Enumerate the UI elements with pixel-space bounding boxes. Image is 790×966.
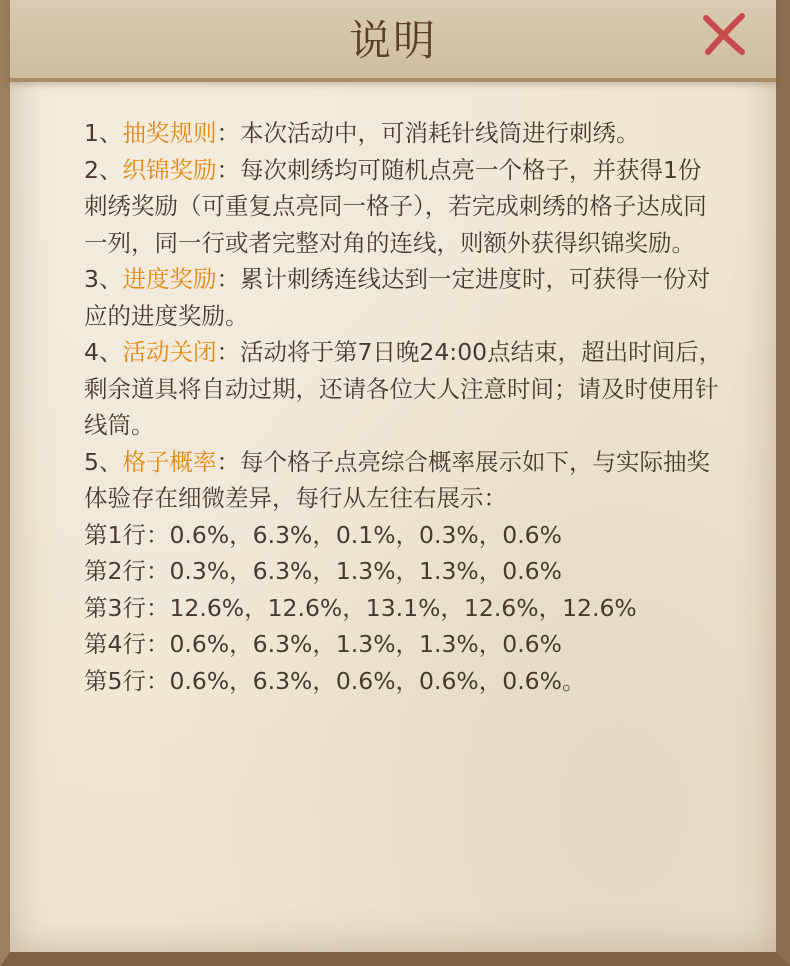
rule-number: 4、 — [84, 338, 123, 366]
rule-number: 1、 — [84, 119, 123, 147]
rate-row: 第2行：0.3%，6.3%，1.3%，1.3%，0.6% — [84, 557, 562, 585]
rule-item — [84, 334, 724, 444]
rate-row: 第3行：12.6%，12.6%，13.1%，12.6%，12.6% — [84, 593, 637, 622]
dialog-header — [10, 0, 776, 82]
rule-item — [84, 261, 724, 334]
rule-number: 5、 — [84, 447, 123, 476]
rule-text: ：每次刺绣均可随机点亮一个格子，并获得1份刺绣奖励（可重复点亮同一格子），若完成刺绣的格子达成同一列，同一行或者完整对角的连线，则额外获得织锦奖励。 — [84, 155, 707, 257]
close-icon-graphic — [698, 8, 750, 60]
rule-heading: 织锦奖励 — [122, 155, 217, 184]
rule-heading: 进度奖励 — [122, 265, 217, 293]
rule-item — [84, 444, 724, 517]
rule-item — [84, 115, 724, 152]
rule-text: ：本次活动中，可消耗针线筒进行刺绣。 — [216, 119, 640, 147]
dialog-title: 说明 — [348, 16, 437, 65]
rate-row: 第5行：0.6%，6.3%，0.6%，0.6%，0.6%。 — [84, 666, 586, 695]
rate-row: 第4行：0.6%，6.3%，1.3%，1.3%，0.6% — [84, 630, 562, 658]
rules-content — [84, 115, 724, 699]
rule-heading: 格子概率 — [122, 447, 217, 476]
rate-row: 第1行：0.6%，6.3%，0.1%，0.3%，0.6% — [84, 520, 562, 549]
rule-item — [84, 152, 724, 262]
rule-number: 3、 — [84, 265, 123, 293]
close-icon[interactable] — [698, 8, 750, 60]
rule-text: ：活动将于第7日晚24:00点结束，超出时间后，剩余道具将自动过期，还请各位大人注意时间；请及时使用针线筒。 — [84, 338, 723, 439]
rule-number: 2、 — [84, 155, 123, 184]
rule-heading: 活动关闭 — [122, 338, 217, 366]
rule-text: ：每个格子点亮综合概率展示如下，与实际抽奖体验存在细微差异，每行从左往右展示： — [84, 447, 710, 512]
rule-text: ：累计刺绣连线达到一定进度时，可获得一份对应的进度奖励。 — [84, 265, 710, 330]
rule-heading: 抽奖规则 — [122, 119, 217, 147]
